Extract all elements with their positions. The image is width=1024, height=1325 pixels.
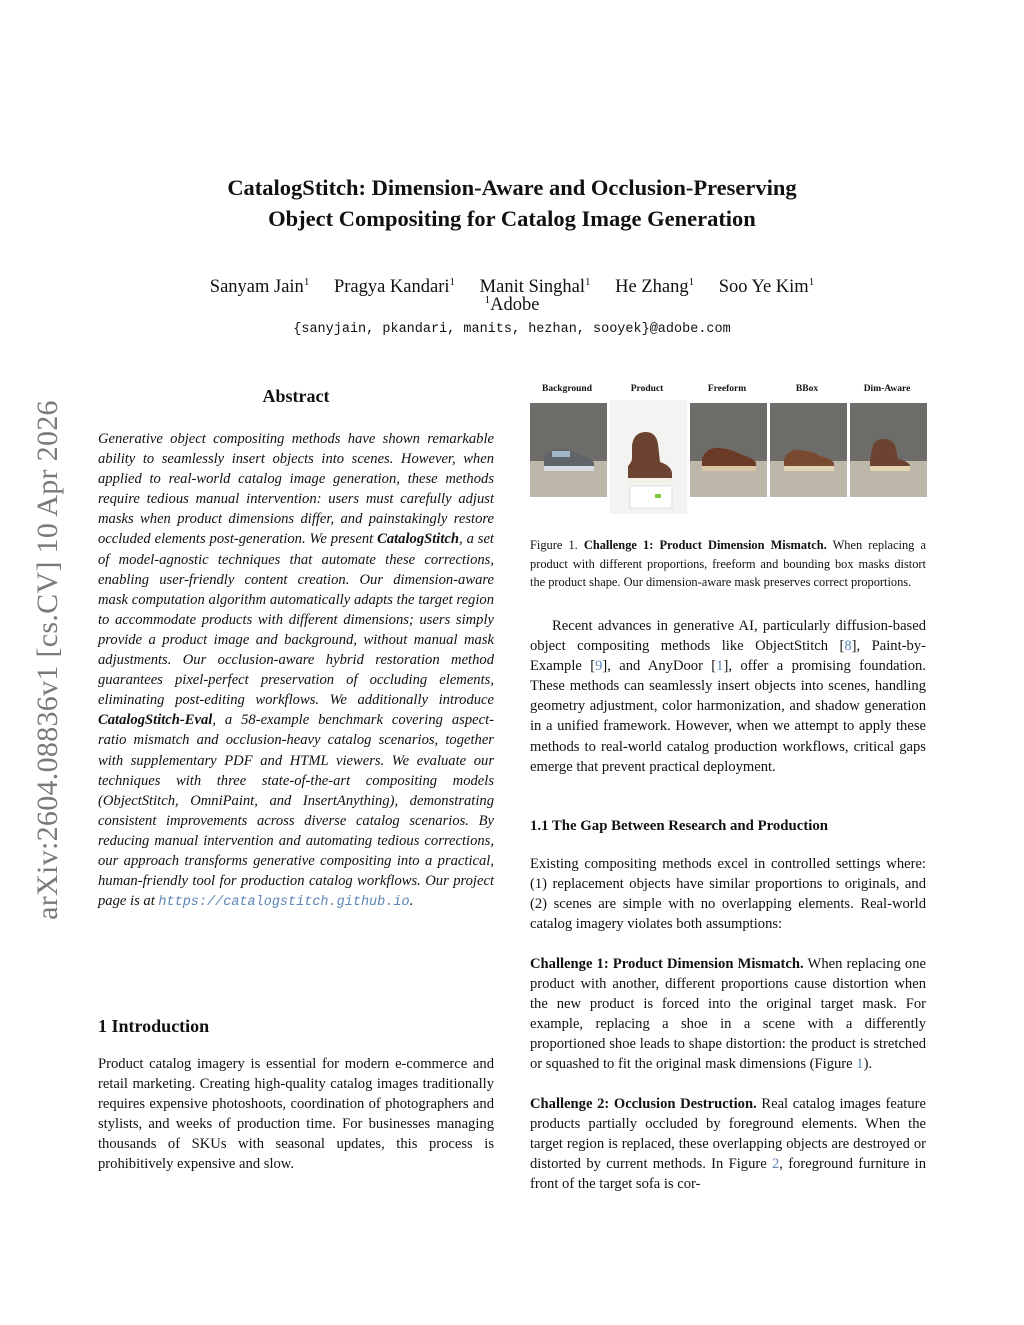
citation-link[interactable]: 1 <box>716 658 724 675</box>
affiliation: $^1$Adobe <box>484 294 540 316</box>
citation-link[interactable]: 9 <box>595 658 603 675</box>
challenge-1-paragraph: Challenge 1: Product Dimension Mismatch. When replacing one product with another, different proportions cause distortion when the new product is forced into the original target mask. For example, replacing a shoe in a scene with a differently proportioned shoe leads to shape distortion: the product is stretched or squashed to fit the original mask dimensions (Figure 1). <box>530 956 927 1073</box>
figure-1-caption: Figure 1. Challenge 1: Product Dimension Mismatch. When replacing a product with different proportions, freeform and bounding box masks distort the product shape. Our dimension-aware mask preserves correct proportions. <box>530 538 926 589</box>
dim-aware-result-image <box>850 403 927 497</box>
figure-label: Product <box>630 384 664 394</box>
introduction-heading: 1 Introduction <box>98 1016 210 1036</box>
figure-link[interactable]: 2 <box>771 1156 780 1173</box>
project-page-link[interactable]: https://catalogstitch.github.io <box>158 895 410 911</box>
figure-label: Freeform <box>707 384 747 394</box>
abstract-body: Generative object compositing methods have shown remarkable ability to seamlessly insert objects into scenes. However, when applied to real-world catalog image generation, these methods require tedious manual intervention: users must carefully adjust masks when product dimensions differ, and painstakingly restore occluded elements post-generation. We present CatalogStitch, a set of model-agnostic techniques that automate these corrections, enabling user-friendly content creation. Our dimension-aware mask computation algorithm automatically adapts the target region to accommodate products with different dimensions; users simply provide a product image and background, without manual mask adjustments. Our occlusion-aware hybrid restoration method guarantees pixel-perfect preservation of occluding elements, eliminating post-editing workflows. We additionally introduce CatalogStitch-Eval, a 58-example benchmark covering aspect-ratio mismatch and occlusion-heavy catalog scenarios, together with supplementary PDF and HTML viewers. We evaluate our techniques with three state-of-the-art compositing models (ObjectStitch, OmniPaint, and InsertAnything), demonstrating consistent improvements across diverse catalog scenarios. By reducing manual intervention and automating tedious corrections, our approach transforms generative compositing into a practical, human-friendly tool for production catalog workflows. Our project page is at https://catalogstitch.github.io. <box>98 431 494 911</box>
abstract-heading: Abstract <box>262 386 330 406</box>
title-line-2: Object Compositing for Catalog Image Generation <box>268 206 756 231</box>
arxiv-sidebar <box>26 360 70 960</box>
challenge-2-paragraph: Challenge 2: Occlusion Destruction. Real catalog images feature products partially occluded by foreground elements. When the target region is replaced, these overlapping objects are destroyed or distorted by current methods. In Figure 2, foreground furniture in front of the target sofa is cor- <box>530 1096 926 1193</box>
figure-1 <box>528 384 928 514</box>
figure-label: Dim-Aware <box>863 384 911 394</box>
citation-link[interactable]: 8 <box>844 638 852 655</box>
figure-link[interactable]: 1 <box>856 1056 864 1073</box>
author: Soo Ye Kim$^1$ <box>718 276 815 298</box>
freeform-result-image <box>690 403 767 497</box>
title-line-1: CatalogStitch: Dimension-Aware and Occlusion-Preserving <box>227 175 797 200</box>
paper-title <box>0 172 1024 234</box>
author: Pragya Kandari$^1$ <box>333 276 456 298</box>
intro-paragraph-2: Recent advances in generative AI, particularly diffusion-based object compositing methods like ObjectStitch [8], Paint-by-Example [9], and AnyDoor [1], offer a promising foundation. These methods can seamlessly insert objects into scenes, handling geometry adjustment, color harmonization, and shadow generation in a unified framework. However, when we attempt to apply these methods to real-world catalog production workflows, critical gaps emerge that prevent practical deployment. <box>530 618 926 775</box>
author: Manit Singhal$^1$ <box>479 276 591 298</box>
gap-paragraph: Existing compositing methods excel in controlled settings where: (1) replacement objects have similar proportions to originals, and (2) scenes are simple with no overlapping elements. Real-world catalog imagery violates both assumptions: <box>530 856 926 933</box>
introduction-paragraph: Product catalog imagery is essential for modern e-commerce and retail marketing. Creating high-quality catalog images traditionally requires expensive photoshoots, coordination of photographers and stylists, and weeks of production time. For businesses managing thousands of SKUs with seasonal updates, this process is prohibitively expensive and slow. <box>98 1056 494 1173</box>
bbox-result-image <box>770 403 847 497</box>
author: Sanyam Jain$^1$ <box>209 276 310 298</box>
background-image <box>530 403 607 497</box>
arxiv-id: arXiv:2604.08836v1 [cs.CV] 10 Apr 2026 <box>31 400 64 920</box>
subsection-heading: 1.1 The Gap Between Research and Production <box>530 818 829 834</box>
figure-label: Background <box>542 384 592 394</box>
author-emails: {sanyjain, pkandari, manits, hezhan, sooyek}@adobe.com <box>293 322 731 337</box>
author: He Zhang$^1$ <box>615 276 695 298</box>
product-image <box>610 400 687 514</box>
figure-label: BBox <box>795 384 819 394</box>
